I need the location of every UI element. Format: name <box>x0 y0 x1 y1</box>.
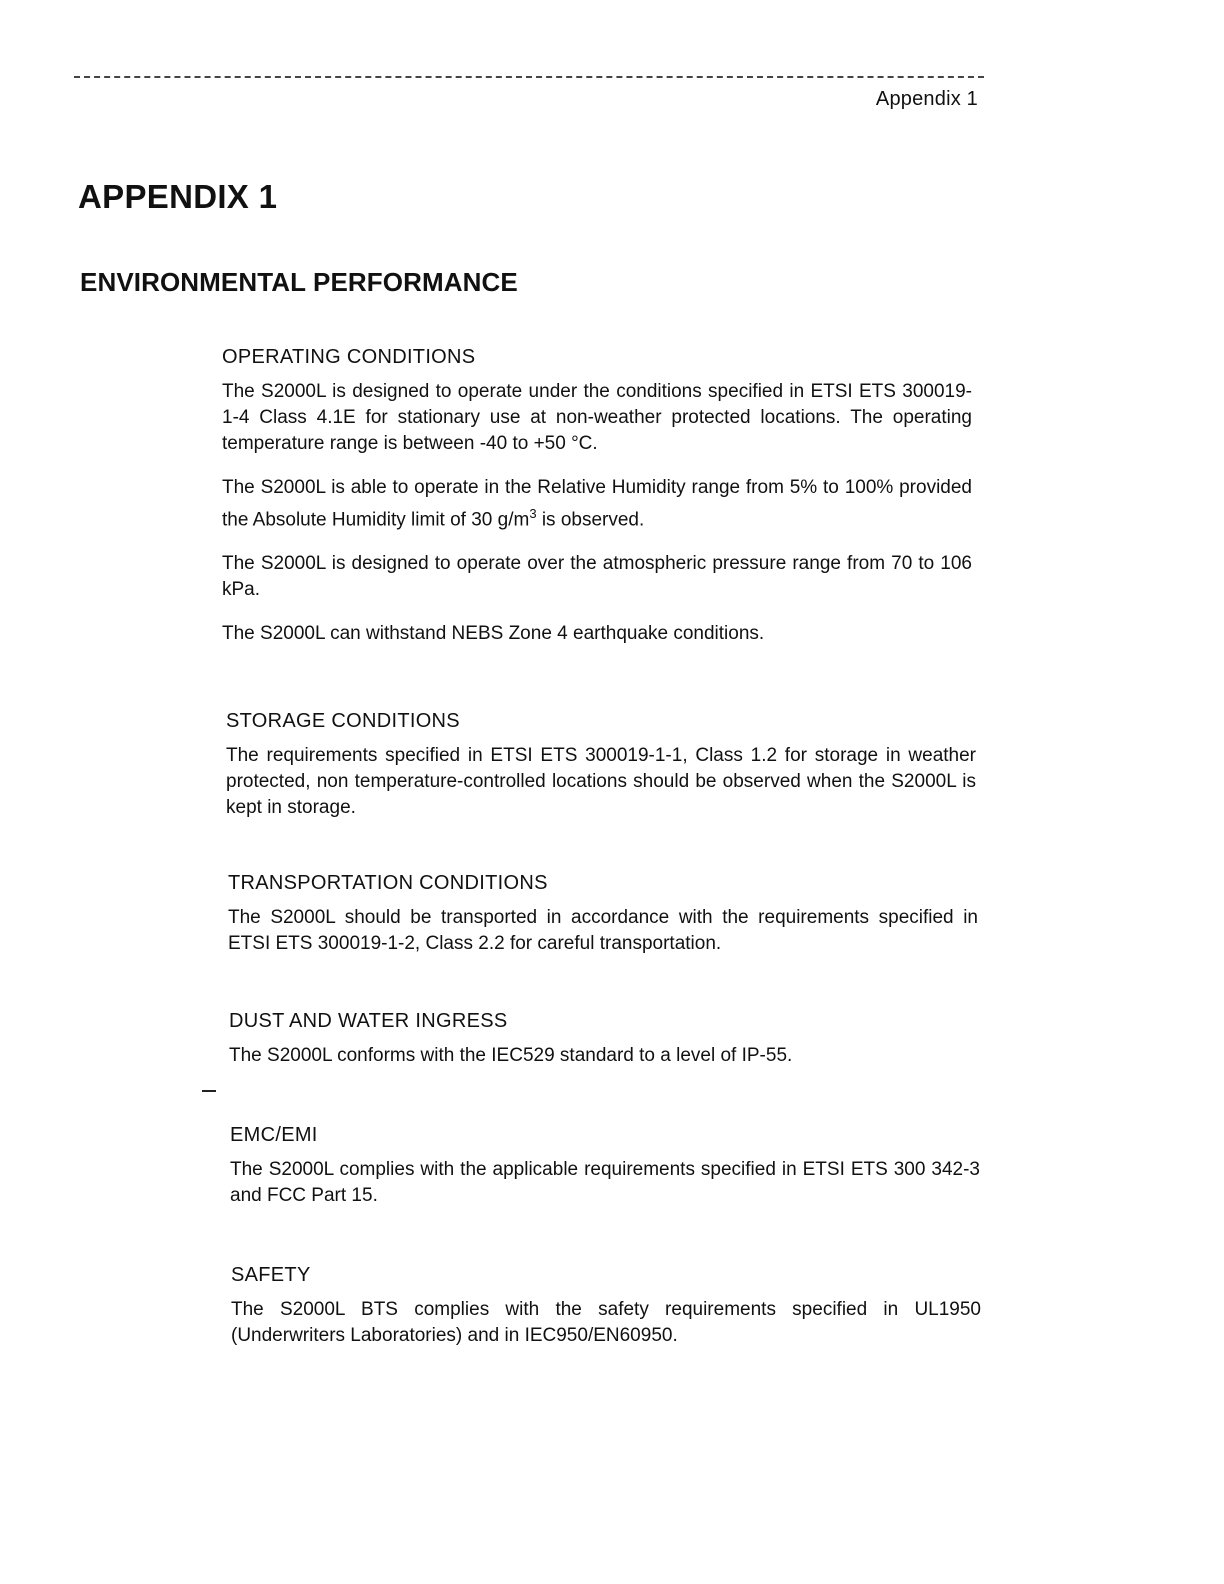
paragraph: The requirements specified in ETSI ETS 300019-1-1, Class 1.2 for storage in weather protected, non temperature-controlled locations should be observed when the S2000L is kept in storage. <box>226 745 976 818</box>
humidity-suffix: is observed. <box>536 509 645 531</box>
section-heading: TRANSPORTATION CONDITIONS <box>228 872 548 894</box>
margin-dash-mark <box>202 1090 216 1092</box>
section-heading: EMC/EMI <box>230 1124 318 1146</box>
page-subtitle: ENVIRONMENTAL PERFORMANCE <box>80 267 518 297</box>
section-emc-emi <box>230 1124 980 1227</box>
section-heading: OPERATING CONDITIONS <box>222 346 476 368</box>
paragraph: The S2000L can withstand NEBS Zone 4 earthquake conditions. <box>222 623 765 645</box>
paragraph: The S2000L conforms with the IEC529 standard to a level of IP-55. <box>229 1045 793 1066</box>
superscript-exponent: 3 <box>529 506 537 521</box>
page-title: APPENDIX 1 <box>78 178 278 215</box>
section-operating-conditions <box>222 346 972 665</box>
running-header: Appendix 1 <box>875 88 978 110</box>
section-heading: DUST AND WATER INGRESS <box>229 1010 508 1032</box>
section-storage-conditions <box>226 710 976 839</box>
paragraph: The S2000L BTS complies with the safety requirements specified in UL1950 (Underwriters Laboratories) and in IEC950/EN60950. <box>231 1299 981 1346</box>
humidity-text: The S2000L is able to operate in the Relative Humidity range from 5% to 100% provided the Absolute Humidity limit of 30 g/m <box>222 477 972 531</box>
paragraph: The S2000L should be transported in accordance with the requirements specified in ETSI ETS 300019-1-2, Class 2.2 for careful transportation. <box>228 907 978 954</box>
section-safety <box>231 1264 981 1367</box>
section-dust-water-ingress <box>229 1010 979 1087</box>
paragraph: The S2000L is designed to operate over the atmospheric pressure range from 70 to 106 kPa. <box>222 553 972 601</box>
paragraph: The S2000L complies with the applicable requirements specified in ETSI ETS 300 342-3 and FCC Part 15. <box>230 1159 980 1206</box>
section-heading: STORAGE CONDITIONS <box>226 710 460 732</box>
paragraph-humidity <box>222 475 972 533</box>
section-heading: SAFETY <box>231 1264 311 1286</box>
section-transportation-conditions <box>228 872 978 975</box>
paragraph: The S2000L is designed to operate under the conditions specified in ETSI ETS 300019-1-4 Class 4.1E for stationary use at non-weather protected locations. The operating temperature range is between -40 to +50 °C. <box>222 381 972 454</box>
header-rule <box>74 76 984 78</box>
